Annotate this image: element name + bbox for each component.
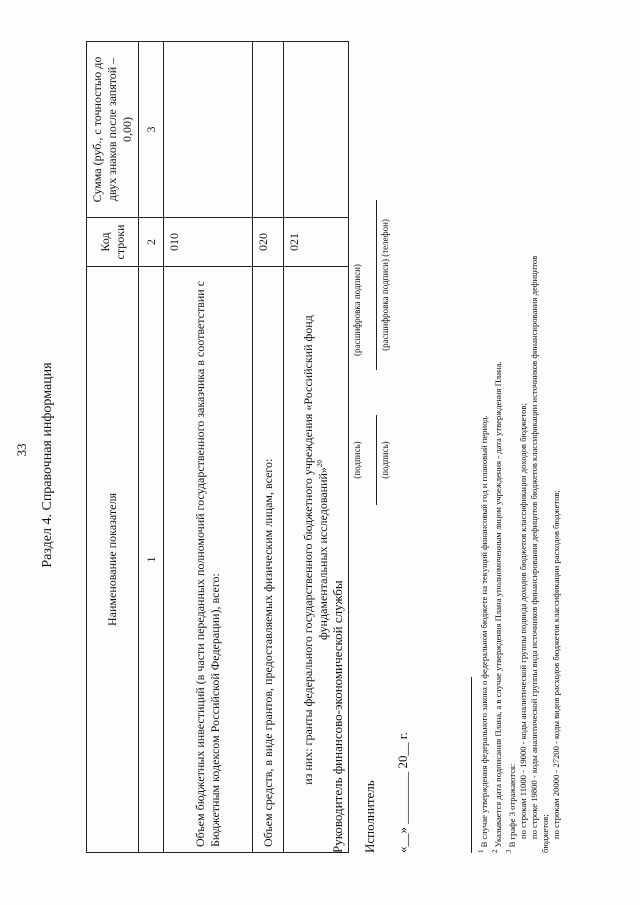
table-row xyxy=(253,42,284,853)
reference-info-table xyxy=(86,41,349,853)
row-code: 020 xyxy=(253,218,284,267)
row-sum xyxy=(284,42,349,218)
footnote-text: В графе 3 отражаются: xyxy=(506,763,517,848)
section-title: Раздел 4. Справочная информация xyxy=(40,362,55,568)
row-sum xyxy=(164,42,253,218)
row-code: 010 xyxy=(164,218,253,267)
footnote-item xyxy=(476,23,490,853)
footnote-item xyxy=(504,23,518,853)
footnote-mark: 1 xyxy=(477,849,485,853)
date-line: «__» ________ 20__ г. xyxy=(395,732,410,853)
table-row xyxy=(164,42,253,853)
row-name: Объем бюджетных инвестиций (в части переданных полномочий государственного заказчика в соответствии с Бюджетным кодексом Российской Федерации), всего: xyxy=(164,267,253,853)
column-number-row xyxy=(139,42,164,853)
footnote-mark: 20 xyxy=(316,460,324,468)
head-signature-label: Руководитель финансово-экономической службы xyxy=(330,580,345,853)
footnote-item xyxy=(529,23,540,853)
footnote-mark: 3 xyxy=(504,849,513,853)
footnotes xyxy=(476,23,562,853)
executor-signature-caption: (подпись) xyxy=(380,441,390,479)
footnote-text: по строкам 11000 - 19000 - коды аналитической группы подвида доходов бюджетов классификации доходов бюджетов; xyxy=(517,403,528,839)
footnote-text: В случае утверждения федерального закона о федеральном бюджете на текущий финансовый год и плановый период. xyxy=(478,415,489,848)
row-code: 021 xyxy=(284,218,349,267)
footnote-text: Указывается дата подписания Плана, а в случае утверждения Плана уполномоченным лицом учреждения - дата утверждения Плана. xyxy=(492,361,503,848)
executor-label: Исполнитель xyxy=(362,780,377,853)
row-sum xyxy=(253,42,284,218)
header-sum: Сумма (руб., с точностью до двух знаков после запятой – 0,00) xyxy=(87,42,139,218)
executor-transcript-line xyxy=(376,200,377,370)
footnote-text: по строкам 20000 - 27200 - коды видов расходов бюджетов классификации расходов бюджетов; xyxy=(550,490,561,839)
row-name-text: из них: гранты федерального государственного бюджетного учреждения «Российский фонд фундаментальных исследований» xyxy=(301,315,330,785)
table-header-row xyxy=(87,42,139,853)
executor-transcript-caption: (расшифровка подписи) (телефон) xyxy=(380,219,390,351)
header-indicator-name: Наименование показателя xyxy=(87,267,139,853)
footnote-text: по строке 19800 - коды аналитической группы вида источников финансирования дефицитов бюджетов классификации источников финансирования дефицитов xyxy=(528,255,539,839)
footnote-item xyxy=(540,23,551,853)
footnote-item xyxy=(518,23,529,853)
executor-signature-line xyxy=(376,415,377,505)
footnote-item xyxy=(490,23,504,853)
footnote-mark: 2 xyxy=(490,849,499,853)
head-transcript-caption: (расшифровка подписи) xyxy=(352,264,362,356)
row-name: Объем средств, в виде грантов, предоставляемых физическим лицам, всего: xyxy=(253,267,284,853)
header-row-code: Код строки xyxy=(87,218,139,267)
footnote-text: бюджетов; xyxy=(539,814,550,853)
column-number: 2 xyxy=(139,218,164,267)
head-signature-caption: (подпись) xyxy=(352,441,362,479)
head-signature-line xyxy=(348,415,349,505)
footnote-separator xyxy=(471,677,472,853)
head-transcript-line xyxy=(348,250,349,370)
page-number: 33 xyxy=(14,443,29,457)
column-number: 1 xyxy=(139,267,164,853)
footnote-item xyxy=(551,23,562,853)
column-number: 3 xyxy=(139,42,164,218)
